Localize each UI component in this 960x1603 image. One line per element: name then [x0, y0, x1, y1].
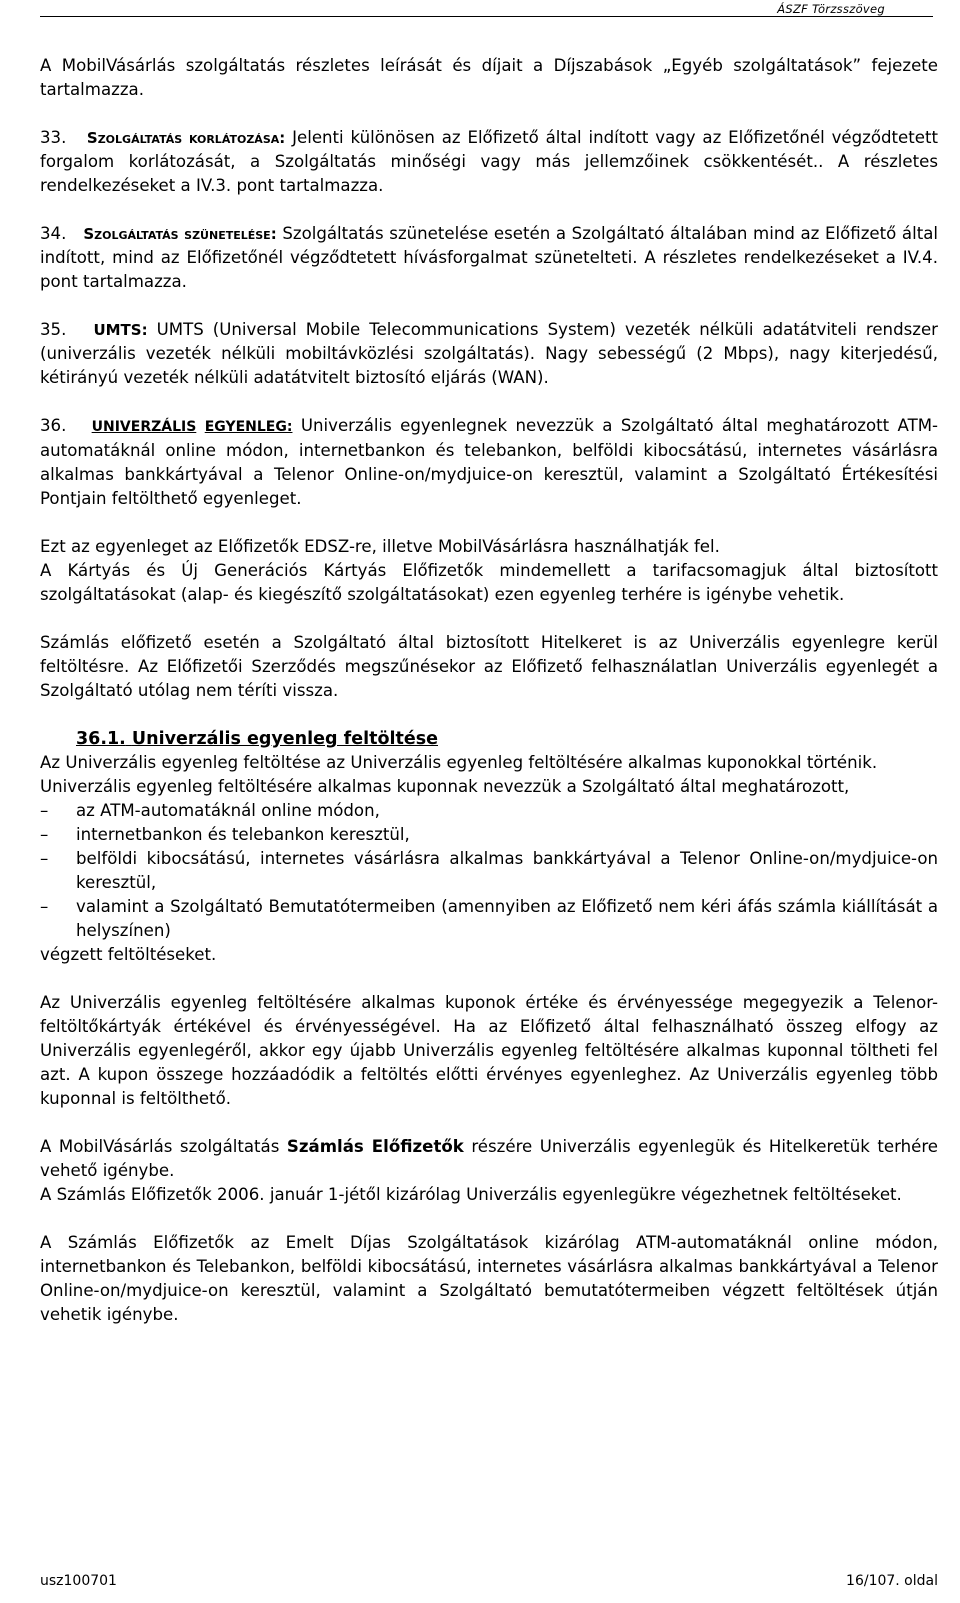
term-36a: UNIVERZÁLIS [91, 419, 197, 435]
list-item: – valamint a Szolgáltató Bemutatótermeiben (amennyiben az Előfizető nem kéri áfás számla kiállítását a helyszínen) [40, 895, 938, 943]
intro-paragraph: A MobilVásárlás szolgáltatás részletes leírását és díjait a Díjszabások „Egyéb szolgáltatások” fejezete tartalmazza. [40, 56, 938, 99]
kartyas-paragraph: A Kártyás és Új Generációs Kártyás Előfizetők mindemellett a tarifacsomagjuk által biztosított szolgáltatásokat (alap- és kiegészítő szolgáltatásokat) ezen egyenleg terhére is igénybe vehetik. [40, 561, 938, 604]
list-item: – az ATM-automatáknál online módon, [40, 799, 938, 823]
document-id: usz100701 [40, 1573, 117, 1589]
szamlas-elofizetok-bold: Számlás Előfizetők [286, 1137, 464, 1156]
mobilvasarlas-paragraph: A MobilVásárlás szolgáltatás Számlás Előfizetők részére Univerzális egyenlegük és Hitelkeretük terhére vehető igénybe. [40, 1137, 938, 1180]
definition-33: 33. Szolgáltatás korlátozása: Jelenti különösen az Előfizető által indított vagy az Előfizetőnél végződtetett forgalom korlátozását, a Szolgáltatás minőségi vagy más jellemzőinek csökkentését.. A részletes rendelkezéseket a IV.3. pont tartalmazza. [40, 128, 938, 195]
coupon-list [40, 799, 938, 943]
edsz-paragraph: Ezt az egyenleget az Előfizetők EDSZ-re, illetve MobilVásárlásra használhatják fel. [40, 537, 720, 556]
emelt-dijas-paragraph: A Számlás Előfizetők az Emelt Díjas Szolgáltatások kizárólag ATM-automatáknál online módon, internetbankon és Telebankon, belföldi kibocsátású, internetes vásárlásra alkalmas bankkártyával a Telenor Online-on/mydjuice-on keresztül, valamint a Szolgáltató bemutatótermeiben végzett feltöltések útján vehetik igénybe. [40, 1233, 938, 1324]
definition-34: 34. Szolgáltatás szünetelése: Szolgáltatás szünetelése esetén a Szolgáltató általában mind az Előfizető által indított, mind az Előfizetőnél végződtetett hívásforgalmat szünetelteti. A részletes rendelkezéseket a IV.4. pont tartalmazza. [40, 224, 938, 291]
szamlas-paragraph: Számlás előfizető esetén a Szolgáltató által biztosított Hitelkeret is az Univerzális egyenlegre kerül feltöltésre. Az Előfizetői Szerződés megszűnésekor az Előfizető felhasználatlan Univerzális egyenlegét a Szolgáltató utólag nem téríti vissza. [40, 633, 938, 700]
page-number: 16/107. oldal [846, 1573, 938, 1589]
vegzett-paragraph: végzett feltöltéseket. [40, 945, 217, 964]
term-36b: EGYENLEG: [204, 419, 293, 435]
header-title: ÁSZF Törzsszöveg [777, 2, 885, 16]
term-34: Szolgáltatás szünetelése: [83, 225, 277, 243]
section-36-1-paragraph-b: Univerzális egyenleg feltöltésére alkalmas kuponnak nevezzük a Szolgáltató által meghatározott, [40, 777, 850, 796]
kupon-paragraph: Az Univerzális egyenleg feltöltésére alkalmas kuponok értéke és érvényessége megegyezik a Telenor-feltöltőkártyák értékével és érvényességével. Ha az Előfizető által felhasználható összeg elfogy az Univerzális egyenlegéről, akkor egy újabb Univerzális egyenleg feltöltésére alkalmas kuponnal töltheti fel azt. A kupon összege hozzáadódik a feltöltés előtti érvényes egyenleghez. Az Univerzális egyenleg több kuponnal is feltölthető. [40, 993, 938, 1108]
year-2006-paragraph: A Számlás Előfizetők 2006. január 1-jétől kizárólag Univerzális egyenlegükre végezhetnek feltöltéseket. [40, 1185, 902, 1204]
definition-36: 36. UNIVERZÁLIS EGYENLEG: Univerzális egyenlegnek nevezzük a Szolgáltató által meghatározott ATM-automatáknál online módon, internetbankon és telebankon, belföldi kibocsátású, internetes vásárlásra alkalmas bankkártyával a Telenor Online-on/mydjuice-on keresztül, valamint a Szolgáltató Értékesítési Pontjain feltölthető egyenleget. [40, 416, 939, 508]
term-33: Szolgáltatás korlátozása: [86, 129, 286, 147]
section-36-1-heading: 36.1. Univerzális egyenleg feltöltése [76, 729, 439, 749]
term-35: UMTS: [93, 321, 148, 339]
section-36-1-paragraph-a: Az Univerzális egyenleg feltöltése az Univerzális egyenleg feltöltésére alkalmas kuponokkal történik. [40, 753, 878, 772]
document-body [40, 54, 938, 1327]
list-item: – belföldi kibocsátású, internetes vásárlásra alkalmas bankkártyával a Telenor Online-on/mydjuice-on keresztül, [40, 847, 938, 895]
definition-35: 35. UMTS: UMTS (Universal Mobile Telecommunications System) vezeték nélküli adatátviteli rendszer (univerzális vezeték nélküli mobiltávközlési szolgáltatás). Nagy sebességű (2 Mbps), nagy kiterjedésű, kétirányú vezeték nélküli adatátvitelt biztosító eljárás (WAN). [40, 320, 938, 387]
page-header [40, 2, 933, 17]
list-item: – internetbankon és telebankon keresztül, [40, 823, 938, 847]
